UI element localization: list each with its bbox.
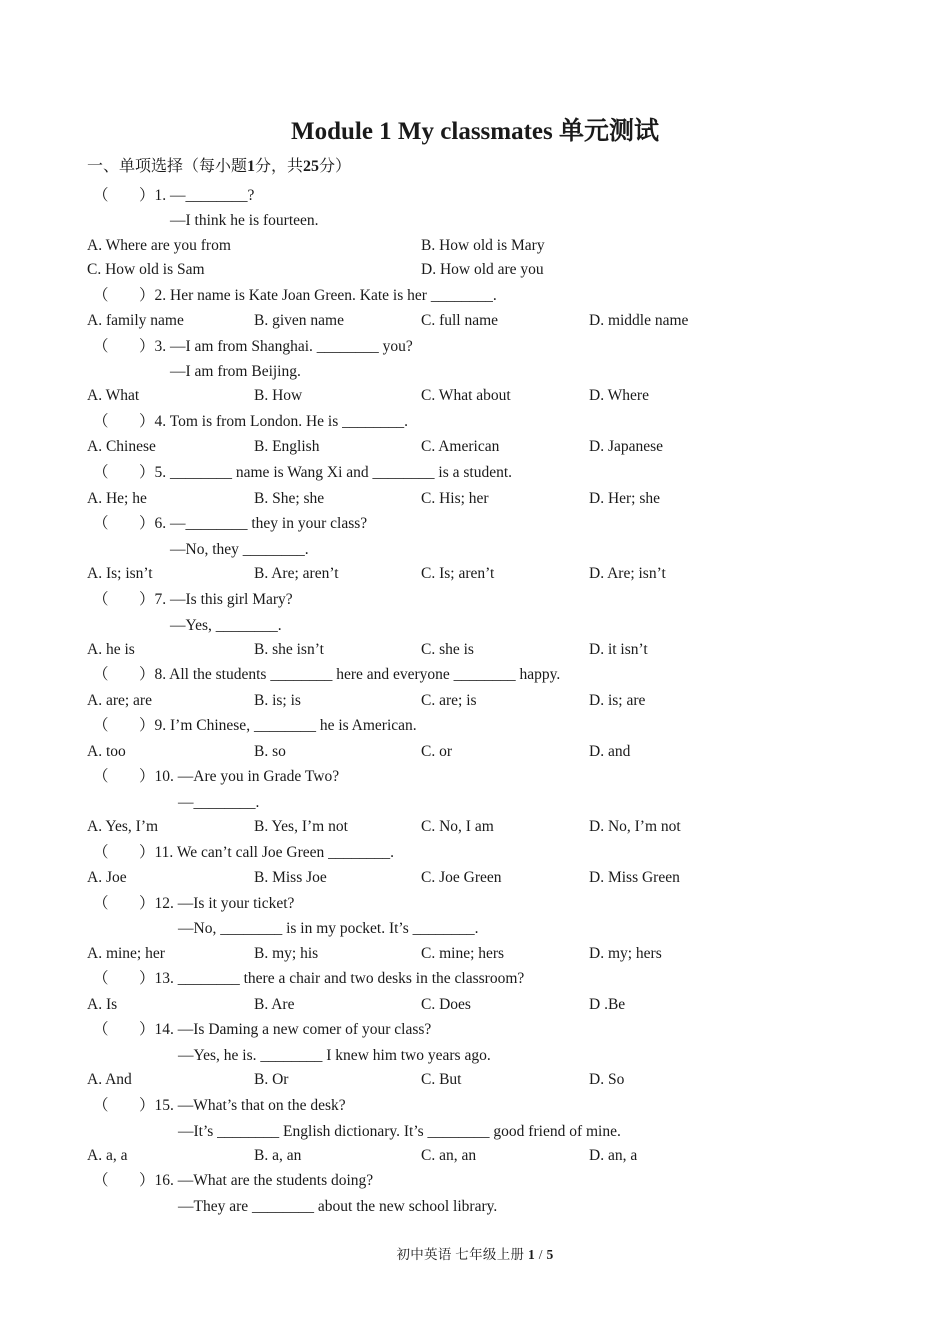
option-b: B. is; is xyxy=(254,692,301,709)
option-c: C. full name xyxy=(421,312,499,329)
option-c: C. or xyxy=(421,743,452,760)
option-c: C. What about xyxy=(421,387,511,404)
option-c: C. an, an xyxy=(421,1147,477,1164)
option-b: B. she isn’t xyxy=(254,641,324,658)
answer-blank[interactable]: （ xyxy=(93,187,109,204)
dialogue-line: —I am from Beijing. xyxy=(170,363,301,380)
option-a: A. Chinese xyxy=(87,438,156,455)
option-d: D. is; are xyxy=(589,692,646,709)
option-c: C. But xyxy=(421,1071,462,1088)
section-prefix: 一、单项选择（每小题 xyxy=(87,158,248,175)
option-d: D. middle name xyxy=(589,312,689,329)
answer-blank[interactable]: （ xyxy=(93,970,109,987)
section-mid: 分，共 xyxy=(255,158,304,175)
question-stem xyxy=(93,716,417,736)
section-heading xyxy=(87,156,351,178)
page-title: Module 1 My classmates 单元测试 xyxy=(290,118,660,145)
question-stem xyxy=(93,186,254,206)
option-b: B. my; his xyxy=(254,945,319,962)
answer-blank[interactable]: （ xyxy=(93,717,109,734)
question-text: ）5. ________ name is Wang Xi and ________ is a student. xyxy=(139,464,513,481)
option-b: B. Yes, I’m not xyxy=(254,818,348,835)
option-a: A. Yes, I’m xyxy=(87,818,159,835)
question-stem xyxy=(93,463,512,483)
question-text: ）13. ________ there a chair and two desks in the classroom? xyxy=(139,970,525,987)
option-a: A. Joe xyxy=(87,869,127,886)
question-stem xyxy=(93,843,394,863)
question-stem xyxy=(93,514,367,534)
page-footer xyxy=(0,1246,950,1264)
option-d: D. Japanese xyxy=(589,438,664,455)
option-b: B. How old is Mary xyxy=(421,237,545,254)
answer-blank[interactable]: （ xyxy=(93,591,109,608)
option-a: A. mine; her xyxy=(87,945,165,962)
question-stem xyxy=(93,412,408,432)
footer-page: 1 xyxy=(528,1247,536,1262)
question-text: ）14. —Is Daming a new comer of your class? xyxy=(139,1021,432,1038)
dialogue-line: —Yes, he is. ________ I knew him two years ago. xyxy=(178,1047,491,1064)
question-stem xyxy=(93,767,339,787)
option-d: D. How old are you xyxy=(421,261,544,278)
question-text: ）1. —________? xyxy=(139,187,255,204)
answer-blank[interactable]: （ xyxy=(93,768,109,785)
answer-blank[interactable]: （ xyxy=(93,844,109,861)
option-b: B. a, an xyxy=(254,1147,302,1164)
answer-blank[interactable]: （ xyxy=(93,338,109,355)
option-b: B. Or xyxy=(254,1071,289,1088)
option-c: C. she is xyxy=(421,641,474,658)
dialogue-line: —No, they ________. xyxy=(170,541,309,558)
question-stem xyxy=(93,1020,431,1040)
dialogue-line: —I think he is fourteen. xyxy=(170,212,319,229)
question-text: ）7. —Is this girl Mary? xyxy=(139,591,293,608)
footer-total: 5 xyxy=(546,1247,554,1262)
question-stem xyxy=(93,894,294,914)
option-a: A. he is xyxy=(87,641,135,658)
question-text: ）10. —Are you in Grade Two? xyxy=(139,768,340,785)
question-text: ）16. —What are the students doing? xyxy=(139,1172,374,1189)
option-c: C. No, I am xyxy=(421,818,494,835)
option-d: D. it isn’t xyxy=(589,641,648,658)
option-d: D. Her; she xyxy=(589,490,661,507)
option-b: B. Miss Joe xyxy=(254,869,327,886)
option-c: C. are; is xyxy=(421,692,477,709)
option-a: A. What xyxy=(87,387,140,404)
answer-blank[interactable]: （ xyxy=(93,515,109,532)
answer-blank[interactable]: （ xyxy=(93,1097,109,1114)
dialogue-line: —Yes, ________. xyxy=(170,617,282,634)
option-d: D. So xyxy=(589,1071,625,1088)
dialogue-line: —________. xyxy=(178,794,260,811)
answer-blank[interactable]: （ xyxy=(93,287,109,304)
answer-blank[interactable]: （ xyxy=(93,413,109,430)
question-stem xyxy=(93,1171,373,1191)
dialogue-line: —It’s ________ English dictionary. It’s ________ good friend of mine. xyxy=(178,1123,621,1140)
option-d: D. my; hers xyxy=(589,945,662,962)
question-stem xyxy=(93,337,413,357)
footer-sep: / xyxy=(538,1247,543,1262)
option-a: A. Is xyxy=(87,996,118,1013)
question-text: ）12. —Is it your ticket? xyxy=(139,895,295,912)
option-a: A. are; are xyxy=(87,692,152,709)
answer-blank[interactable]: （ xyxy=(93,1172,109,1189)
option-c: C. Does xyxy=(421,996,471,1013)
dialogue-line: —They are ________ about the new school library. xyxy=(178,1198,498,1215)
option-c: C. His; her xyxy=(421,490,489,507)
answer-blank[interactable]: （ xyxy=(93,666,109,683)
question-text: ）2. Her name is Kate Joan Green. Kate is her ________. xyxy=(139,287,497,304)
option-d: D. Where xyxy=(589,387,649,404)
question-stem xyxy=(93,286,497,306)
option-b: B. Are xyxy=(254,996,295,1013)
question-text: ）15. —What’s that on the desk? xyxy=(139,1097,346,1114)
question-stem xyxy=(93,1096,346,1116)
section-count: 1 xyxy=(247,158,256,175)
option-c: C. Joe Green xyxy=(421,869,502,886)
option-d: D. No, I’m not xyxy=(589,818,681,835)
option-b: B. so xyxy=(254,743,286,760)
option-d: D. an, a xyxy=(589,1147,638,1164)
option-a: A. He; he xyxy=(87,490,147,507)
option-d: D. Are; isn’t xyxy=(589,565,666,582)
footer-label: 初中英语 七年级上册 xyxy=(396,1247,525,1262)
option-b: B. English xyxy=(254,438,320,455)
dialogue-line: —No, ________ is in my pocket. It’s ________. xyxy=(178,920,479,937)
option-c: C. mine; hers xyxy=(421,945,505,962)
option-d: D. Miss Green xyxy=(589,869,680,886)
option-a: A. too xyxy=(87,743,126,760)
option-c: C. Is; aren’t xyxy=(421,565,495,582)
section-total: 25 xyxy=(303,158,320,175)
question-text: ）8. All the students ________ here and everyone ________ happy. xyxy=(139,666,561,683)
option-d: D .Be xyxy=(589,996,626,1013)
section-suffix: 分） xyxy=(319,158,352,175)
question-stem xyxy=(93,969,524,989)
question-text: ）3. —I am from Shanghai. ________ you? xyxy=(139,338,413,355)
option-a: A. a, a xyxy=(87,1147,128,1164)
option-a: A. And xyxy=(87,1071,132,1088)
option-d: D. and xyxy=(589,743,631,760)
option-b: B. She; she xyxy=(254,490,325,507)
question-text: ）11. We can’t call Joe Green ________. xyxy=(139,844,395,861)
option-b: B. How xyxy=(254,387,303,404)
option-a: A. family name xyxy=(87,312,184,329)
option-a: A. Is; isn’t xyxy=(87,565,153,582)
question-stem xyxy=(93,590,293,610)
option-a: A. Where are you from xyxy=(87,237,231,254)
answer-blank[interactable]: （ xyxy=(93,464,109,481)
answer-blank[interactable]: （ xyxy=(93,1021,109,1038)
question-text: ）6. —________ they in your class? xyxy=(139,515,368,532)
question-text: ）4. Tom is from London. He is ________. xyxy=(139,413,409,430)
option-c: C. How old is Sam xyxy=(87,261,205,278)
option-b: B. Are; aren’t xyxy=(254,565,339,582)
question-stem xyxy=(93,665,560,685)
option-c: C. American xyxy=(421,438,500,455)
answer-blank[interactable]: （ xyxy=(93,895,109,912)
question-text: ）9. I’m Chinese, ________ he is American. xyxy=(139,717,417,734)
option-b: B. given name xyxy=(254,312,344,329)
